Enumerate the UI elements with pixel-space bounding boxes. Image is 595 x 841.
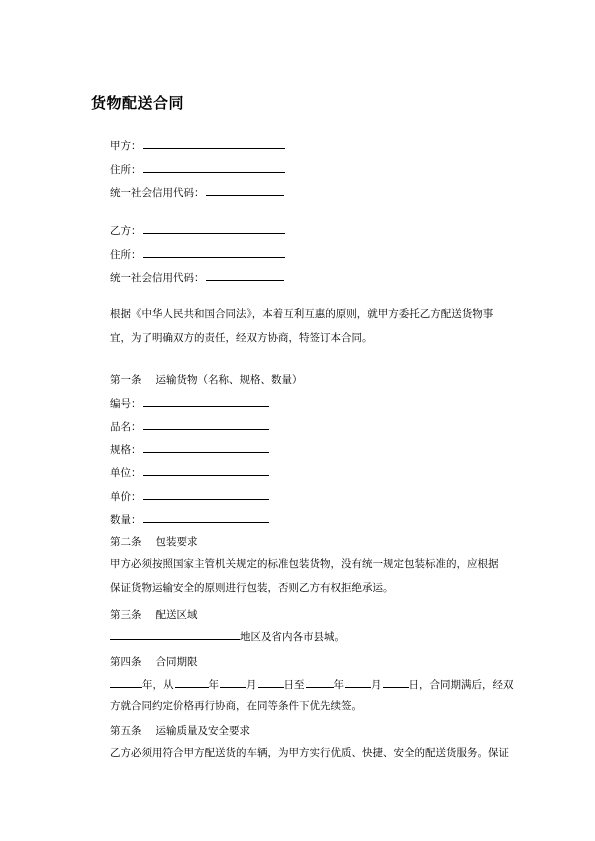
field-row [110, 488, 269, 504]
article-3-body-suffix: 地区及省内各市县城。 [240, 631, 345, 643]
party-a-label: 甲方： [110, 140, 142, 152]
start-year-blank[interactable] [175, 676, 209, 688]
party-b-credit-label: 统一社会信用代码： [110, 272, 205, 284]
party-b-address-label: 住所： [110, 249, 142, 261]
field-label: 数量： [110, 514, 142, 526]
start-month-label: 月 [246, 679, 257, 691]
article-3-body-line [110, 628, 345, 644]
field-row [110, 464, 269, 480]
start-month-blank[interactable] [220, 676, 246, 688]
party-b-address-blank[interactable] [143, 246, 285, 258]
field-row [110, 395, 269, 411]
article-2-heading [110, 534, 198, 549]
field-blank[interactable] [143, 441, 269, 453]
article-4-title: 合同期限 [155, 656, 198, 668]
document-title: 货物配送合同 [91, 94, 185, 112]
region-blank[interactable] [110, 628, 240, 640]
party-a-address-label: 住所： [110, 164, 142, 176]
article-1-number: 第一条 [110, 374, 142, 386]
party-a-address-line [110, 161, 285, 177]
party-b-line [110, 222, 285, 238]
field-blank[interactable] [143, 464, 269, 476]
article-5-heading [110, 723, 250, 738]
article-1-title: 运输货物（名称、规格、数量） [155, 374, 303, 386]
party-a-blank[interactable] [143, 137, 285, 149]
start-year-label: 年 [208, 679, 219, 691]
preamble-paragraph: 根据《中华人民共和国合同法》，本着互利互惠的原则，就甲方委托乙方配送货物事宜，为了明确双方的责任，经双方协商，特签订本合同。 [110, 308, 494, 344]
party-b-label: 乙方： [110, 225, 142, 237]
term-years-blank[interactable] [110, 676, 142, 688]
field-label: 单价： [110, 491, 142, 503]
field-label: 品名： [110, 421, 142, 433]
article-2-body: 甲方必须按照国家主管机关规定的标准包装货物，没有统一规定包装标准的，应根据保证货物运输安全的原则进行包装，否则乙方有权拒绝承运。 [110, 558, 499, 594]
article-2-title: 包装要求 [155, 536, 198, 548]
field-row [110, 511, 269, 527]
party-a-credit-label: 统一社会信用代码： [110, 187, 205, 199]
contract-term-line-2 [110, 699, 362, 713]
party-a-credit-line [110, 184, 284, 200]
end-month-label: 月 [371, 679, 382, 691]
end-month-blank[interactable] [345, 676, 371, 688]
party-a-address-blank[interactable] [143, 161, 285, 173]
article-5-body-line [110, 746, 509, 760]
field-blank[interactable] [143, 418, 269, 430]
field-row [110, 441, 269, 457]
party-b-credit-line [110, 269, 284, 285]
party-b-credit-blank[interactable] [206, 269, 284, 281]
field-blank[interactable] [143, 395, 269, 407]
article-5-title: 运输质量及安全要求 [155, 725, 250, 737]
article-4-line-2: 方就合同约定价格再行协商，在同等条件下优先续签。 [110, 700, 362, 712]
party-a-line [110, 137, 285, 153]
article-2-number: 第二条 [110, 536, 142, 548]
term-years-label: 年，从 [142, 679, 174, 691]
article-3-number: 第三条 [110, 609, 142, 621]
end-year-label: 年 [333, 679, 344, 691]
article-4-number: 第四条 [110, 656, 142, 668]
field-blank[interactable] [143, 511, 269, 523]
party-b-blank[interactable] [143, 222, 285, 234]
article-5-number: 第五条 [110, 725, 142, 737]
contract-term-line [110, 676, 514, 692]
field-row [110, 418, 269, 434]
party-b-address-line [110, 246, 285, 262]
article-3-title: 配送区域 [155, 609, 198, 621]
article-1-heading [110, 372, 303, 387]
end-year-blank[interactable] [306, 676, 334, 688]
article-3-heading [110, 607, 198, 622]
start-day-blank[interactable] [258, 676, 284, 688]
field-label: 规格： [110, 444, 142, 456]
article-5-body: 乙方必须用符合甲方配送货的车辆，为甲方实行优质、快捷、安全的配送货服务。保证 [110, 747, 509, 759]
party-a-credit-blank[interactable] [206, 184, 284, 196]
start-day-label: 日至 [283, 679, 305, 691]
article-4-heading [110, 654, 198, 669]
field-blank[interactable] [143, 488, 269, 500]
end-day-blank[interactable] [383, 676, 409, 688]
field-label: 编号： [110, 398, 142, 410]
end-day-label: 日，合同期满后，经双 [408, 679, 514, 691]
field-label: 单位： [110, 467, 142, 479]
